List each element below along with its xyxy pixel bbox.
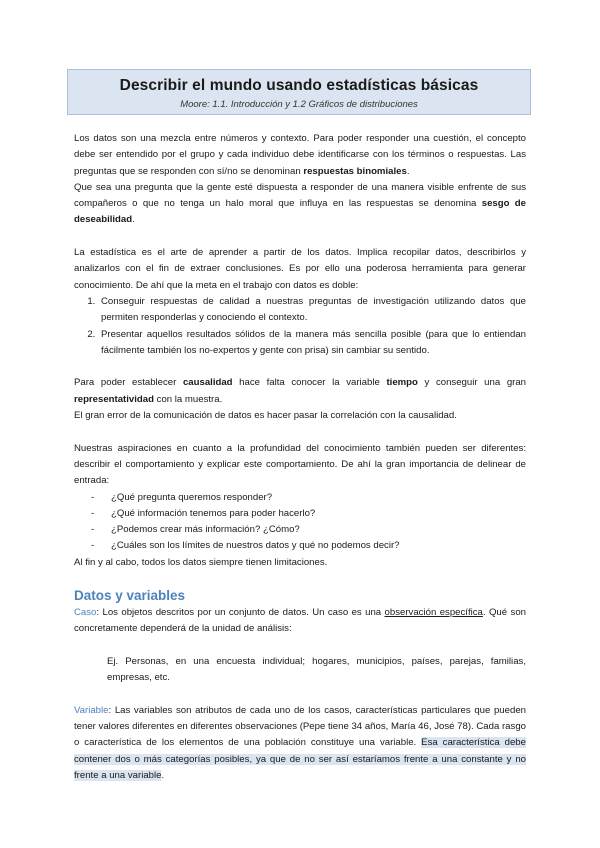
- document-body: [74, 131, 526, 784]
- term-causalidad: causalidad: [182, 377, 233, 389]
- paragraph-aspiraciones: Nuestras aspiraciones en cuanto a la profundidad del conocimiento también pueden ser diferentes: describir el comportamiento y explicar este comportamiento. De ahí la gran importancia de delinear de entrada:: [74, 442, 526, 487]
- list-item: 2. Presentar aquellos resultados sólidos de la manera más sencilla posible (para que lo entiendan fácilmente también los no-expertos y gente con prisa) sin cambiar su sentido.: [98, 327, 526, 360]
- paragraph-deseabilidad: [74, 180, 526, 229]
- text: Que sea una pregunta que la gente esté dispuesta a responder de una manera visible enfrente de sus compañeros o que no tenga un halo moral que influya en las respuestas se denomina: [74, 181, 526, 210]
- goals-list: [74, 294, 526, 359]
- text: con la muestra.: [153, 393, 223, 405]
- paragraph-causalidad: [74, 375, 526, 408]
- page-title: Describir el mundo usando estadísticas básicas: [119, 77, 479, 94]
- text: Para poder establecer: [74, 377, 183, 389]
- text: .: [161, 769, 165, 781]
- term-variable: Variable: [74, 704, 109, 716]
- questions-list: [74, 490, 526, 555]
- paragraph-binomial: [74, 131, 526, 180]
- term-caso: Caso: [74, 607, 97, 619]
- text: .: [406, 165, 410, 177]
- bullet: -: [91, 540, 95, 552]
- term-binomial: respuestas binomiales: [303, 165, 407, 177]
- list-item: [74, 490, 526, 506]
- page-subtitle: Moore: 1.1. Introducción y 1.2 Gráficos de distribuciones: [180, 99, 418, 110]
- example-text: Ej. Personas, en una encuesta individual; hogares, municipios, países, parejas, familias, empresas, etc.: [107, 655, 526, 684]
- term-sesgo: sesgo de deseabilidad: [74, 198, 527, 226]
- text: . Qué son concretamente dependerá de la unidad de análisis:: [74, 607, 526, 635]
- paragraph-variable: [74, 703, 526, 784]
- paragraph-error: El gran error de la comunicación de datos es hacer pasar la correlación con la causalidad.: [74, 410, 457, 422]
- bullet: -: [91, 524, 95, 536]
- paragraph-estadistica: La estadística es el arte de aprender a partir de los datos. Implica recopilar datos, describirlos y analizarlos con el fin de extraer conclusiones. Es por ello una poderosa herramienta para generar conocimiento. De ahí que la meta en el trabajo con datos es doble:: [74, 247, 526, 291]
- text: Los datos son una mezcla entre números y contexto. Para poder responder una cuestión, el concepto debe ser entendido por el grupo y cada individuo debe identificarse con los términos o respuestas. Las preguntas que se responden con sí/no se denominan: [74, 133, 526, 177]
- list-item: [74, 506, 526, 522]
- term-tiempo: tiempo: [386, 377, 418, 389]
- text: y conseguir una gran: [417, 377, 527, 389]
- list-item: [74, 522, 526, 538]
- bullet: -: [91, 491, 95, 503]
- paragraph-caso: [74, 605, 526, 638]
- text: .: [132, 214, 135, 226]
- list-item-text: ¿Podemos crear más información? ¿Cómo?: [111, 524, 300, 536]
- list-item: [74, 538, 526, 554]
- list-item-text: ¿Cuáles son los límites de nuestros datos y qué no podemos decir?: [111, 540, 400, 552]
- list-item-text: ¿Qué pregunta queremos responder?: [111, 491, 273, 503]
- section-heading: Datos y variables: [74, 588, 186, 604]
- term-representatividad: representatividad: [74, 393, 154, 405]
- text: hace falta conocer la variable: [232, 377, 387, 389]
- bullet: -: [91, 507, 95, 519]
- title-box: [67, 69, 531, 115]
- text: : Los objetos descritos por un conjunto de datos. Un caso es una: [96, 607, 385, 619]
- term-observacion: observación específica: [384, 607, 483, 619]
- list-item-text: ¿Qué información tenemos para poder hacerlo?: [111, 507, 316, 519]
- text: : Las variables son atributos de cada uno de los casos, características particulares que pueden tener valores diferentes en diferentes observaciones (Pepe tiene 34 años, María 46, José 78). Cada rasgo o característica de los elementos de una población constituye una variable.: [74, 704, 526, 749]
- paragraph-limitaciones: Al fin y al cabo, todos los datos siempre tienen limitaciones.: [74, 556, 328, 568]
- highlighted-text: Esa característica debe contener dos o más categorías posibles, ya que de no ser así estaríamos frente a una constante y no frente a una variable: [74, 737, 526, 781]
- list-item: 1. Conseguir respuestas de calidad a nuestras preguntas de investigación utilizando datos que permiten responderlas y conociendo el contexto.: [98, 294, 526, 327]
